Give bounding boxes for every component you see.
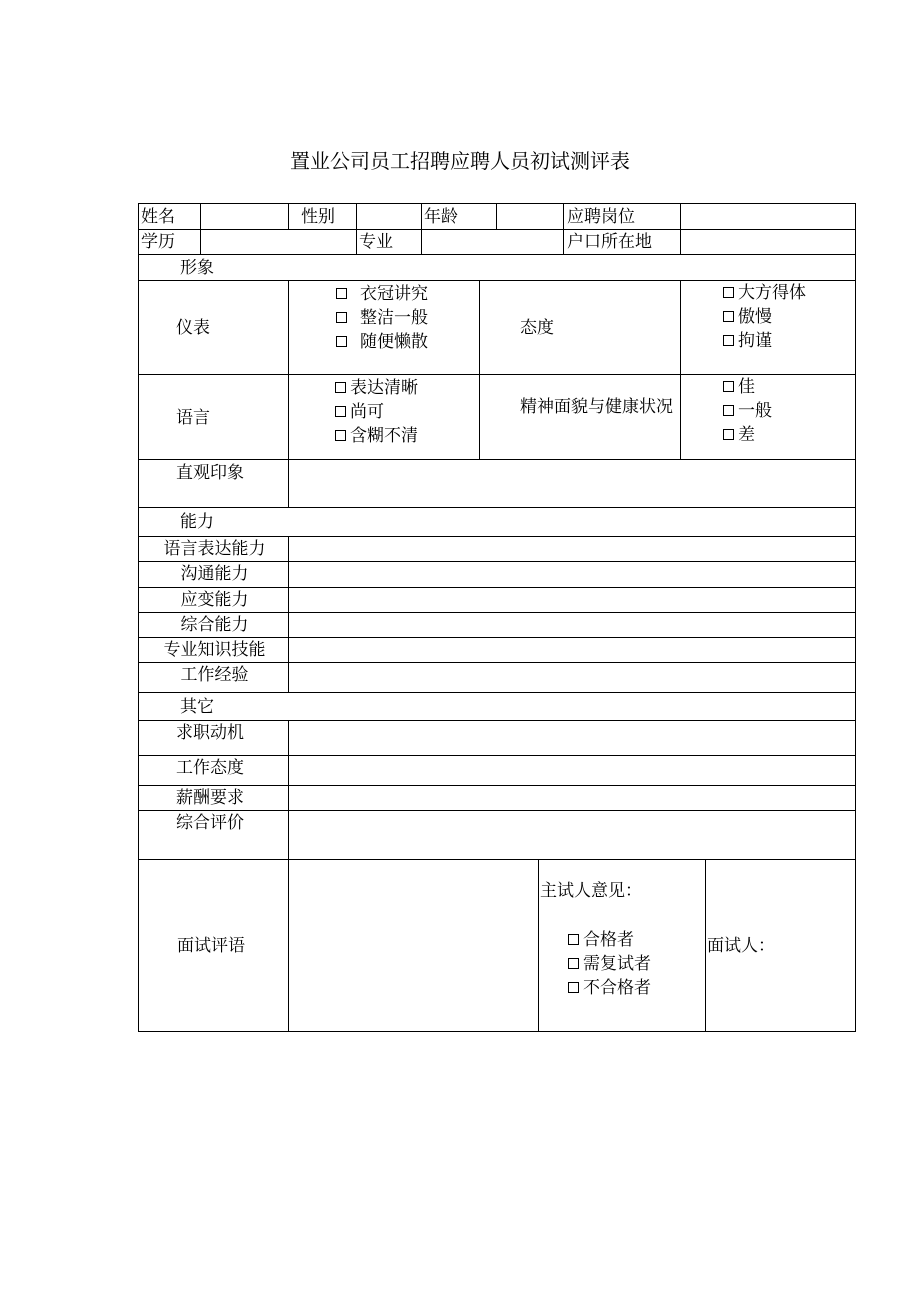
age-label-cell — [421, 203, 497, 230]
other-item-label-cell — [138, 785, 289, 811]
ability-item-label-cell — [138, 662, 289, 693]
checkbox-icon — [568, 982, 579, 993]
speech-option-2[interactable] — [335, 400, 418, 424]
checkbox-icon — [336, 288, 347, 299]
health-options-cell — [680, 374, 856, 460]
other-item-label-cell — [138, 810, 289, 860]
attitude-option-3-label: 拘谨 — [738, 331, 772, 351]
demeanor-option-1[interactable] — [336, 282, 428, 306]
opinion-cell — [538, 859, 706, 1032]
other-item-field[interactable] — [288, 755, 856, 786]
other-item-field[interactable] — [288, 785, 856, 811]
ability-item-label: 语言表达能力 — [163, 539, 266, 559]
checkbox-icon — [723, 405, 734, 416]
health-option-2[interactable] — [723, 399, 772, 423]
ability-item-field[interactable] — [288, 587, 856, 613]
interviewer-label: 面试人： — [707, 936, 775, 956]
other-item-label: 工作态度 — [176, 758, 244, 778]
checkbox-icon — [568, 934, 579, 945]
health-option-3-label: 差 — [738, 425, 755, 445]
name-label-cell — [138, 203, 201, 230]
checkbox-icon — [335, 382, 346, 393]
ability-item-field[interactable] — [288, 561, 856, 588]
demeanor-option-2[interactable] — [336, 306, 428, 330]
speech-option-3-label: 含糊不清 — [350, 426, 418, 446]
attitude-option-1[interactable] — [723, 281, 806, 305]
opinion-option-3-label: 不合格者 — [583, 978, 651, 998]
major-label: 专业 — [359, 232, 393, 252]
health-label-cell — [479, 374, 681, 460]
attitude-option-1-label: 大方得体 — [738, 283, 806, 303]
health-label: 精神面貌与健康状况 — [520, 397, 673, 417]
health-option-1[interactable] — [723, 375, 772, 399]
ability-item-label: 综合能力 — [180, 615, 249, 635]
demeanor-option-3[interactable] — [336, 330, 428, 354]
other-item-label-cell — [138, 755, 289, 786]
appearance-section-label: 形象 — [180, 258, 214, 278]
interview-comment-field[interactable] — [288, 859, 539, 1032]
speech-option-3[interactable] — [335, 424, 418, 448]
page-title: 置业公司员工招聘应聘人员初试测评表 — [290, 149, 630, 173]
demeanor-option-3-label: 随便懒散 — [360, 332, 428, 352]
other-section-label: 其它 — [180, 697, 214, 717]
ability-item-label: 沟通能力 — [180, 564, 249, 584]
impression-label: 直观印象 — [176, 463, 244, 483]
checkbox-icon — [335, 430, 346, 441]
demeanor-options-cell — [288, 280, 480, 375]
attitude-option-3[interactable] — [723, 329, 806, 353]
hukou-field[interactable] — [680, 229, 856, 255]
education-label-cell — [138, 229, 201, 255]
name-field[interactable] — [200, 203, 289, 230]
ability-item-label: 应变能力 — [180, 590, 249, 610]
checkbox-icon — [335, 406, 346, 417]
checkbox-icon — [723, 335, 734, 346]
health-option-1-label: 佳 — [738, 377, 755, 397]
other-item-label: 综合评价 — [176, 813, 244, 833]
ability-item-label-cell — [138, 637, 289, 663]
attitude-label: 态度 — [520, 318, 554, 338]
ability-item-label-cell — [138, 536, 289, 562]
attitude-option-2[interactable] — [723, 305, 806, 329]
appearance-section-header — [138, 254, 856, 281]
age-field[interactable] — [496, 203, 564, 230]
speech-label-cell — [138, 374, 289, 460]
gender-field[interactable] — [356, 203, 422, 230]
ability-item-label-cell — [138, 561, 289, 588]
checkbox-icon — [723, 311, 734, 322]
attitude-label-cell — [479, 280, 681, 375]
education-field[interactable] — [200, 229, 357, 255]
interview-comment-label: 面试评语 — [177, 936, 245, 956]
gender-label: 性别 — [301, 207, 335, 227]
ability-item-label: 工作经验 — [180, 665, 249, 685]
ability-item-label-cell — [138, 587, 289, 613]
health-option-3[interactable] — [723, 423, 772, 447]
opinion-label: 主试人意见： — [540, 881, 642, 901]
other-section-header — [138, 692, 856, 721]
other-item-field[interactable] — [288, 720, 856, 756]
gender-label-cell — [288, 203, 357, 230]
position-label-cell — [563, 203, 681, 230]
speech-option-1-label: 表达清晰 — [350, 378, 418, 398]
other-item-field[interactable] — [288, 810, 856, 860]
checkbox-icon — [723, 381, 734, 392]
ability-section-header — [138, 507, 856, 537]
ability-item-label-cell — [138, 612, 289, 638]
checkbox-icon — [336, 312, 347, 323]
position-label: 应聘岗位 — [567, 207, 635, 227]
ability-item-field[interactable] — [288, 662, 856, 693]
ability-item-field[interactable] — [288, 612, 856, 638]
opinion-option-2[interactable] — [568, 952, 651, 976]
attitude-options-cell — [680, 280, 856, 375]
education-label: 学历 — [141, 232, 175, 252]
ability-item-field[interactable] — [288, 536, 856, 562]
interviewer-cell[interactable] — [705, 859, 856, 1032]
checkbox-icon — [336, 336, 347, 347]
ability-item-label: 专业知识技能 — [163, 640, 266, 660]
speech-label: 语言 — [176, 408, 210, 428]
position-field[interactable] — [680, 203, 856, 230]
speech-option-2-label: 尚可 — [350, 402, 384, 422]
checkbox-icon — [723, 287, 734, 298]
ability-section-label: 能力 — [180, 512, 214, 532]
opinion-option-1-label: 合格者 — [583, 930, 634, 950]
opinion-option-3[interactable] — [568, 976, 651, 1000]
health-option-2-label: 一般 — [738, 401, 772, 421]
speech-option-1[interactable] — [335, 376, 418, 400]
impression-field[interactable] — [288, 459, 856, 508]
attitude-option-2-label: 傲慢 — [738, 307, 772, 327]
opinion-option-1[interactable] — [568, 928, 651, 952]
other-item-label-cell — [138, 720, 289, 756]
demeanor-label-cell — [138, 280, 289, 375]
demeanor-label: 仪表 — [176, 318, 210, 338]
name-label: 姓名 — [141, 207, 175, 227]
checkbox-icon — [568, 958, 579, 969]
demeanor-option-1-label: 衣冠讲究 — [360, 284, 428, 304]
other-item-label: 求职动机 — [176, 723, 244, 743]
major-field[interactable] — [421, 229, 564, 255]
demeanor-option-2-label: 整洁一般 — [360, 308, 428, 328]
hukou-label: 户口所在地 — [567, 232, 652, 252]
impression-label-cell — [138, 459, 289, 508]
other-item-label: 薪酬要求 — [176, 788, 244, 808]
checkbox-icon — [723, 429, 734, 440]
hukou-label-cell — [563, 229, 681, 255]
age-label: 年龄 — [424, 207, 458, 227]
speech-options-cell — [288, 374, 480, 460]
opinion-option-2-label: 需复试者 — [583, 954, 651, 974]
major-label-cell — [356, 229, 422, 255]
interview-comment-label-cell — [138, 859, 289, 1032]
ability-item-field[interactable] — [288, 637, 856, 663]
